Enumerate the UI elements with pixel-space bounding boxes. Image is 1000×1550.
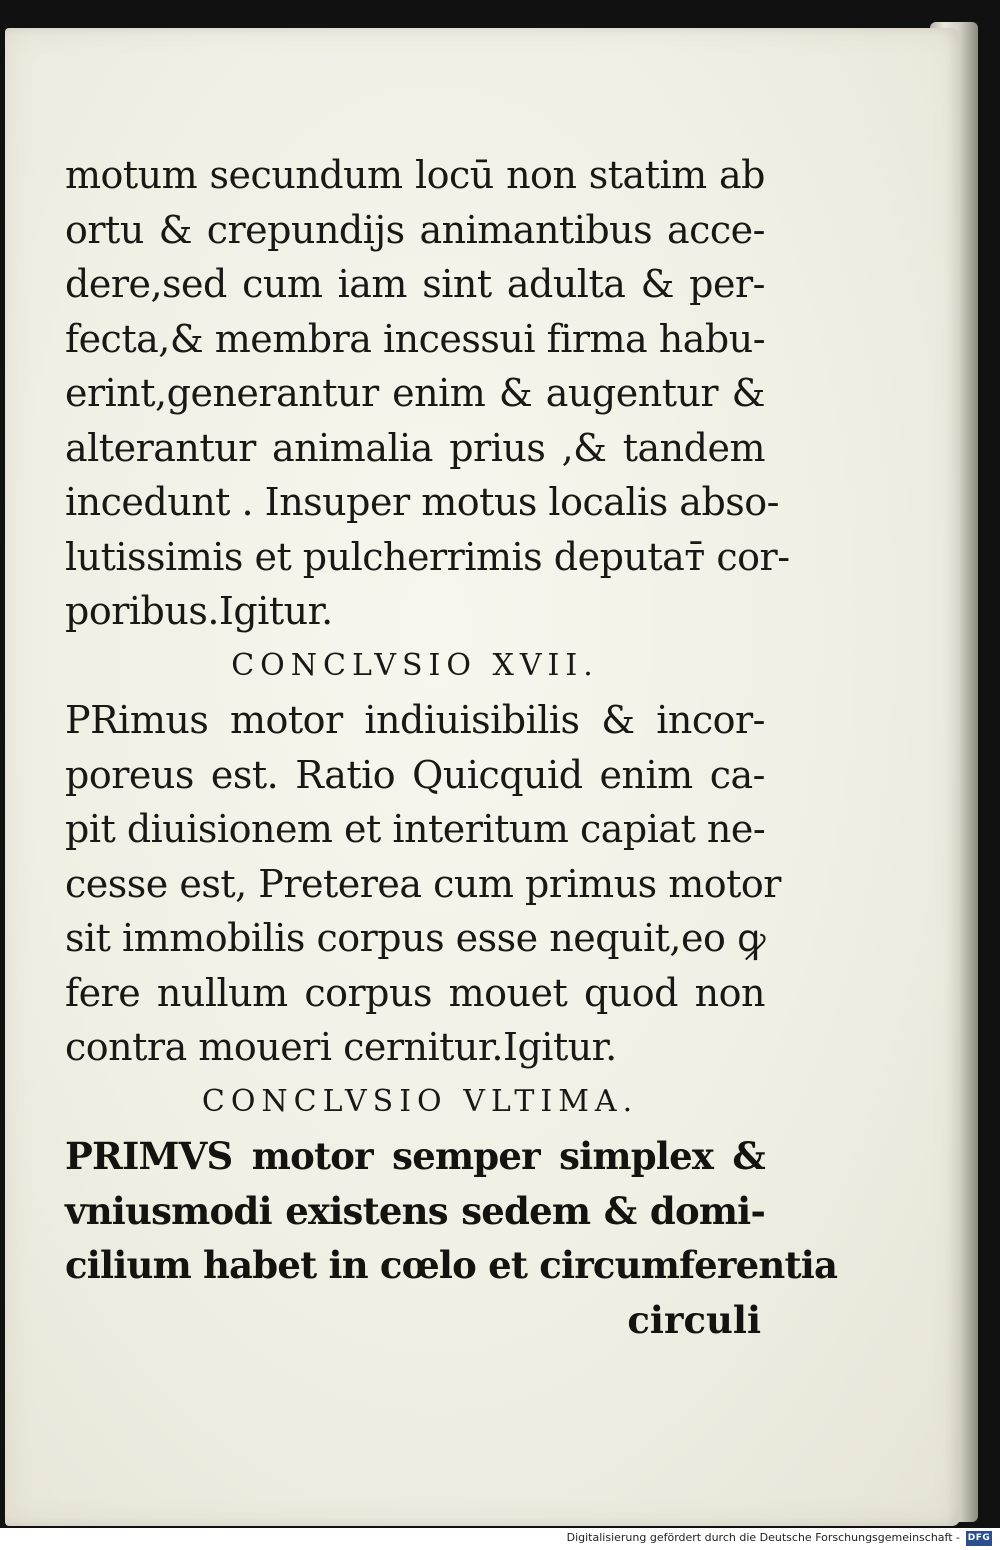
section-1-line: cesse est, Preterea cum primus motor xyxy=(65,861,781,906)
section-heading-conclusio-xvii: CONCLVSIO XVII. xyxy=(231,647,599,683)
page-text-block xyxy=(65,148,838,1347)
section-1-line: sit immobilis corpus esse nequit,eo ꝙ xyxy=(65,916,765,960)
section-2-line: PRIMVS motor semper simplex & xyxy=(65,1134,765,1178)
section-1-line: PRimus motor indiuisibilis & incor- xyxy=(65,698,765,742)
section-1-line: poreus est. Ratio Quicquid enim ca- xyxy=(65,752,765,797)
section-heading-conclusio-ultima: CONCLVSIO VLTIMA. xyxy=(201,1083,639,1119)
section-1-line: contra moueri cernitur.Igitur. xyxy=(65,1025,617,1069)
body-line: lutissimis et pulcherrimis deputaт̄ cor- xyxy=(65,534,790,579)
body-line: fecta,& membra incessui firma habu- xyxy=(65,316,766,361)
body-line: ortu & crepundijs animantibus acce- xyxy=(65,207,765,252)
section-2-line: vniusmodi existens sedem & domi- xyxy=(65,1188,765,1233)
catchword: circuli xyxy=(627,1297,761,1342)
section-2-line: cilium habet in cœlo et circumferentia xyxy=(65,1243,838,1287)
body-line: motum secundum locū non statim ab xyxy=(65,153,765,197)
credit-text: Digitalisierung gefördert durch die Deutsche Forschungsgemeinschaft - xyxy=(566,1531,960,1544)
body-line: incedunt . Insuper motus localis abso- xyxy=(65,480,779,524)
body-line: erint,generantur enim & augentur & xyxy=(65,371,765,415)
body-line: alterantur animalia prius ,& tandem xyxy=(65,425,765,470)
section-1-line: fere nullum corpus mouet quod non xyxy=(65,970,765,1015)
book-page xyxy=(5,28,960,1526)
digitization-credit-bar xyxy=(0,1528,1000,1550)
body-line: poribus.Igitur. xyxy=(65,589,333,633)
section-1-line: pit diuisionem et interitum capiat ne- xyxy=(65,807,766,851)
body-line: dere,sed cum iam sint adulta & per- xyxy=(65,262,765,306)
dfg-logo[interactable]: DFG xyxy=(966,1531,992,1546)
